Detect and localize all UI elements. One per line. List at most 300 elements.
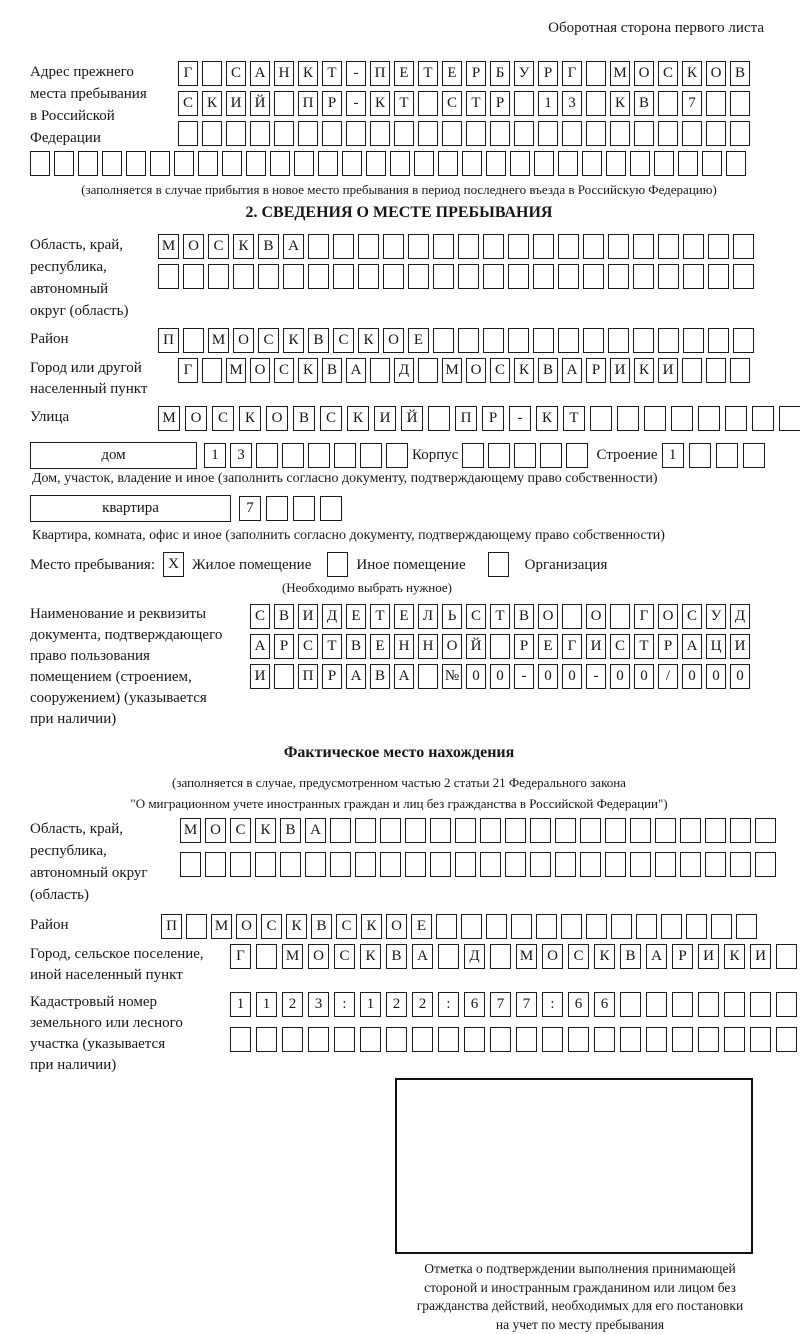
char-cell[interactable]: Р	[672, 944, 693, 969]
char-cell[interactable]: 0	[610, 664, 630, 689]
char-cell[interactable]	[442, 121, 462, 146]
char-cell[interactable]	[438, 151, 458, 176]
char-cell[interactable]	[736, 914, 757, 939]
char-cell[interactable]: И	[730, 634, 750, 659]
char-cell[interactable]: П	[455, 406, 477, 431]
char-cell[interactable]	[202, 358, 222, 383]
char-cell[interactable]	[246, 151, 266, 176]
char-cell[interactable]: 1	[204, 443, 226, 468]
char-cell[interactable]	[682, 121, 702, 146]
char-cell[interactable]	[202, 61, 222, 86]
char-cell[interactable]	[562, 604, 582, 629]
char-cell[interactable]	[702, 151, 722, 176]
char-cell[interactable]	[405, 818, 426, 843]
stay-option-residential-checkbox[interactable]: X	[163, 552, 184, 577]
char-cell[interactable]: -	[586, 664, 606, 689]
char-cell[interactable]: С	[258, 328, 279, 353]
char-cell[interactable]: 0	[730, 664, 750, 689]
char-cell[interactable]	[455, 818, 476, 843]
char-cell[interactable]: О	[466, 358, 486, 383]
char-cell[interactable]: Й	[250, 91, 270, 116]
char-cell[interactable]	[725, 406, 747, 431]
char-cell[interactable]	[318, 151, 338, 176]
char-cell[interactable]: А	[562, 358, 582, 383]
char-cell[interactable]: К	[514, 358, 534, 383]
char-cell[interactable]: К	[360, 944, 381, 969]
char-cell[interactable]	[590, 406, 612, 431]
char-cell[interactable]	[534, 151, 554, 176]
char-cell[interactable]	[308, 1027, 329, 1052]
char-cell[interactable]	[458, 328, 479, 353]
char-cell[interactable]: И	[658, 358, 678, 383]
char-cell[interactable]	[408, 234, 429, 259]
char-cell[interactable]: 1	[662, 443, 684, 468]
char-cell[interactable]	[418, 121, 438, 146]
char-cell[interactable]: К	[724, 944, 745, 969]
char-cell[interactable]	[386, 1027, 407, 1052]
char-cell[interactable]: И	[698, 944, 719, 969]
char-cell[interactable]	[634, 121, 654, 146]
char-cell[interactable]: М	[158, 406, 180, 431]
char-cell[interactable]: О	[266, 406, 288, 431]
char-cell[interactable]: К	[283, 328, 304, 353]
char-cell[interactable]: Е	[408, 328, 429, 353]
char-cell[interactable]	[683, 234, 704, 259]
char-cell[interactable]	[488, 443, 510, 468]
char-cell[interactable]: В	[730, 61, 750, 86]
char-cell[interactable]	[330, 852, 351, 877]
char-cell[interactable]: 7	[516, 992, 537, 1017]
char-cell[interactable]	[658, 328, 679, 353]
char-cell[interactable]: С	[610, 634, 630, 659]
char-cell[interactable]: В	[370, 664, 390, 689]
char-cell[interactable]: И	[298, 604, 318, 629]
char-cell[interactable]	[508, 264, 529, 289]
char-cell[interactable]	[274, 664, 294, 689]
char-cell[interactable]	[586, 914, 607, 939]
char-cell[interactable]	[750, 1027, 771, 1052]
char-cell[interactable]	[370, 121, 390, 146]
char-cell[interactable]	[716, 443, 738, 468]
char-cell[interactable]: Г	[562, 61, 582, 86]
char-cell[interactable]	[705, 818, 726, 843]
char-cell[interactable]	[580, 852, 601, 877]
char-cell[interactable]	[360, 1027, 381, 1052]
char-cell[interactable]	[54, 151, 74, 176]
char-cell[interactable]	[536, 914, 557, 939]
char-cell[interactable]: К	[202, 91, 222, 116]
char-cell[interactable]	[466, 121, 486, 146]
char-cell[interactable]	[486, 151, 506, 176]
char-cell[interactable]: К	[358, 328, 379, 353]
char-cell[interactable]	[433, 264, 454, 289]
char-cell[interactable]: 6	[568, 992, 589, 1017]
char-cell[interactable]	[708, 328, 729, 353]
char-cell[interactable]: Л	[418, 604, 438, 629]
char-cell[interactable]	[776, 944, 797, 969]
char-cell[interactable]: В	[620, 944, 641, 969]
char-cell[interactable]	[698, 406, 720, 431]
char-cell[interactable]: Т	[563, 406, 585, 431]
char-cell[interactable]: О	[538, 604, 558, 629]
char-cell[interactable]	[562, 121, 582, 146]
char-cell[interactable]: Б	[490, 61, 510, 86]
char-cell[interactable]: В	[311, 914, 332, 939]
char-cell[interactable]	[383, 234, 404, 259]
char-cell[interactable]: У	[706, 604, 726, 629]
char-cell[interactable]	[334, 1027, 355, 1052]
char-cell[interactable]: А	[250, 61, 270, 86]
char-cell[interactable]: Т	[322, 61, 342, 86]
char-cell[interactable]	[733, 328, 754, 353]
char-cell[interactable]	[508, 328, 529, 353]
char-cell[interactable]: В	[514, 604, 534, 629]
char-cell[interactable]	[644, 406, 666, 431]
char-cell[interactable]: С	[250, 604, 270, 629]
char-cell[interactable]: М	[516, 944, 537, 969]
char-cell[interactable]: О	[205, 818, 226, 843]
char-cell[interactable]	[430, 818, 451, 843]
char-cell[interactable]	[630, 852, 651, 877]
char-cell[interactable]: С	[230, 818, 251, 843]
char-cell[interactable]: Т	[370, 604, 390, 629]
char-cell[interactable]	[480, 818, 501, 843]
char-cell[interactable]	[606, 151, 626, 176]
char-cell[interactable]: С	[568, 944, 589, 969]
char-cell[interactable]	[346, 121, 366, 146]
char-cell[interactable]	[436, 914, 457, 939]
char-cell[interactable]	[226, 121, 246, 146]
char-cell[interactable]: К	[536, 406, 558, 431]
char-cell[interactable]: 0	[490, 664, 510, 689]
char-cell[interactable]	[594, 1027, 615, 1052]
char-cell[interactable]	[566, 443, 588, 468]
char-cell[interactable]: В	[280, 818, 301, 843]
char-cell[interactable]: И	[226, 91, 246, 116]
char-cell[interactable]: Т	[418, 61, 438, 86]
char-cell[interactable]	[608, 328, 629, 353]
char-cell[interactable]	[483, 234, 504, 259]
char-cell[interactable]	[730, 358, 750, 383]
char-cell[interactable]: Р	[322, 91, 342, 116]
char-cell[interactable]: М	[442, 358, 462, 383]
char-cell[interactable]	[568, 1027, 589, 1052]
char-cell[interactable]: И	[610, 358, 630, 383]
char-cell[interactable]: М	[282, 944, 303, 969]
char-cell[interactable]	[776, 1027, 797, 1052]
char-cell[interactable]	[256, 443, 278, 468]
char-cell[interactable]	[583, 328, 604, 353]
char-cell[interactable]	[620, 1027, 641, 1052]
char-cell[interactable]	[370, 358, 390, 383]
char-cell[interactable]: 1	[360, 992, 381, 1017]
char-cell[interactable]	[414, 151, 434, 176]
char-cell[interactable]	[334, 443, 356, 468]
char-cell[interactable]: П	[161, 914, 182, 939]
char-cell[interactable]	[256, 944, 277, 969]
char-cell[interactable]: Д	[394, 358, 414, 383]
char-cell[interactable]	[582, 151, 602, 176]
char-cell[interactable]: Т	[322, 634, 342, 659]
char-cell[interactable]	[433, 234, 454, 259]
char-cell[interactable]	[480, 852, 501, 877]
char-cell[interactable]	[322, 121, 342, 146]
char-cell[interactable]: М	[180, 818, 201, 843]
char-cell[interactable]: Р	[482, 406, 504, 431]
char-cell[interactable]	[514, 121, 534, 146]
char-cell[interactable]: Е	[370, 634, 390, 659]
char-cell[interactable]	[355, 852, 376, 877]
char-cell[interactable]: Д	[730, 604, 750, 629]
char-cell[interactable]: М	[158, 234, 179, 259]
char-cell[interactable]: О	[183, 234, 204, 259]
char-cell[interactable]: Т	[634, 634, 654, 659]
char-cell[interactable]	[730, 852, 751, 877]
char-cell[interactable]	[561, 914, 582, 939]
char-cell[interactable]	[620, 992, 641, 1017]
char-cell[interactable]	[661, 914, 682, 939]
char-cell[interactable]: А	[305, 818, 326, 843]
char-cell[interactable]: М	[211, 914, 232, 939]
char-cell[interactable]	[358, 264, 379, 289]
char-cell[interactable]: С	[682, 604, 702, 629]
char-cell[interactable]	[538, 121, 558, 146]
char-cell[interactable]	[418, 91, 438, 116]
char-cell[interactable]	[342, 151, 362, 176]
char-cell[interactable]	[486, 914, 507, 939]
char-cell[interactable]	[698, 1027, 719, 1052]
char-cell[interactable]: О	[185, 406, 207, 431]
char-cell[interactable]	[412, 1027, 433, 1052]
char-cell[interactable]	[542, 1027, 563, 1052]
char-cell[interactable]	[617, 406, 639, 431]
char-cell[interactable]	[150, 151, 170, 176]
char-cell[interactable]	[282, 1027, 303, 1052]
char-cell[interactable]	[293, 496, 315, 521]
char-cell[interactable]	[360, 443, 382, 468]
char-cell[interactable]: В	[322, 358, 342, 383]
char-cell[interactable]	[630, 151, 650, 176]
char-cell[interactable]	[418, 664, 438, 689]
char-cell[interactable]: Е	[394, 61, 414, 86]
char-cell[interactable]: И	[374, 406, 396, 431]
char-cell[interactable]	[779, 406, 800, 431]
char-cell[interactable]	[308, 234, 329, 259]
char-cell[interactable]	[683, 264, 704, 289]
char-cell[interactable]: 0	[562, 664, 582, 689]
char-cell[interactable]	[755, 852, 776, 877]
char-cell[interactable]: Р	[514, 634, 534, 659]
char-cell[interactable]	[516, 1027, 537, 1052]
char-cell[interactable]	[680, 818, 701, 843]
char-cell[interactable]	[558, 151, 578, 176]
char-cell[interactable]	[514, 91, 534, 116]
char-cell[interactable]	[605, 852, 626, 877]
char-cell[interactable]: К	[634, 358, 654, 383]
char-cell[interactable]	[462, 151, 482, 176]
char-cell[interactable]: 7	[490, 992, 511, 1017]
char-cell[interactable]: 0	[682, 664, 702, 689]
char-cell[interactable]	[726, 151, 746, 176]
char-cell[interactable]: П	[298, 664, 318, 689]
char-cell[interactable]: Р	[322, 664, 342, 689]
char-cell[interactable]	[558, 264, 579, 289]
char-cell[interactable]: №	[442, 664, 462, 689]
char-cell[interactable]: Е	[442, 61, 462, 86]
char-cell[interactable]: О	[634, 61, 654, 86]
char-cell[interactable]	[283, 264, 304, 289]
char-cell[interactable]	[658, 234, 679, 259]
char-cell[interactable]	[490, 944, 511, 969]
char-cell[interactable]	[294, 151, 314, 176]
char-cell[interactable]	[671, 406, 693, 431]
char-cell[interactable]	[680, 852, 701, 877]
char-cell[interactable]	[706, 121, 726, 146]
char-cell[interactable]: :	[334, 992, 355, 1017]
char-cell[interactable]	[355, 818, 376, 843]
char-cell[interactable]	[30, 151, 50, 176]
char-cell[interactable]: 6	[464, 992, 485, 1017]
char-cell[interactable]: С	[226, 61, 246, 86]
char-cell[interactable]	[380, 852, 401, 877]
char-cell[interactable]	[490, 121, 510, 146]
char-cell[interactable]: 3	[308, 992, 329, 1017]
char-cell[interactable]	[390, 151, 410, 176]
char-cell[interactable]	[611, 914, 632, 939]
char-cell[interactable]: С	[208, 234, 229, 259]
char-cell[interactable]: 3	[230, 443, 252, 468]
char-cell[interactable]	[533, 264, 554, 289]
char-cell[interactable]: С	[658, 61, 678, 86]
char-cell[interactable]	[455, 852, 476, 877]
char-cell[interactable]: 2	[386, 992, 407, 1017]
char-cell[interactable]: А	[346, 358, 366, 383]
char-cell[interactable]: К	[298, 61, 318, 86]
char-cell[interactable]	[383, 264, 404, 289]
char-cell[interactable]	[730, 91, 750, 116]
char-cell[interactable]: 0	[538, 664, 558, 689]
char-cell[interactable]: А	[394, 664, 414, 689]
char-cell[interactable]	[658, 121, 678, 146]
char-cell[interactable]	[755, 818, 776, 843]
char-cell[interactable]: 0	[634, 664, 654, 689]
char-cell[interactable]	[586, 121, 606, 146]
char-cell[interactable]	[689, 443, 711, 468]
char-cell[interactable]	[250, 121, 270, 146]
char-cell[interactable]: С	[466, 604, 486, 629]
char-cell[interactable]	[308, 443, 330, 468]
char-cell[interactable]	[654, 151, 674, 176]
char-cell[interactable]	[462, 443, 484, 468]
char-cell[interactable]	[540, 443, 562, 468]
char-cell[interactable]	[158, 264, 179, 289]
char-cell[interactable]	[530, 818, 551, 843]
char-cell[interactable]	[186, 914, 207, 939]
char-cell[interactable]	[580, 818, 601, 843]
char-cell[interactable]: 3	[562, 91, 582, 116]
char-cell[interactable]: К	[610, 91, 630, 116]
char-cell[interactable]: В	[634, 91, 654, 116]
char-cell[interactable]	[630, 818, 651, 843]
char-cell[interactable]: С	[334, 944, 355, 969]
char-cell[interactable]	[461, 914, 482, 939]
char-cell[interactable]: 7	[682, 91, 702, 116]
char-cell[interactable]	[280, 852, 301, 877]
stay-option-other-checkbox[interactable]	[327, 552, 348, 577]
char-cell[interactable]: В	[308, 328, 329, 353]
char-cell[interactable]: :	[438, 992, 459, 1017]
char-cell[interactable]	[646, 1027, 667, 1052]
char-cell[interactable]: С	[298, 634, 318, 659]
char-cell[interactable]	[508, 234, 529, 259]
char-cell[interactable]	[490, 634, 510, 659]
char-cell[interactable]	[658, 91, 678, 116]
char-cell[interactable]: А	[682, 634, 702, 659]
char-cell[interactable]	[706, 358, 726, 383]
char-cell[interactable]: К	[239, 406, 261, 431]
char-cell[interactable]: В	[538, 358, 558, 383]
char-cell[interactable]: М	[208, 328, 229, 353]
char-cell[interactable]	[655, 852, 676, 877]
char-cell[interactable]: Н	[394, 634, 414, 659]
char-cell[interactable]: -	[509, 406, 531, 431]
char-cell[interactable]	[583, 234, 604, 259]
char-cell[interactable]: 7	[239, 496, 261, 521]
char-cell[interactable]	[222, 151, 242, 176]
char-cell[interactable]: И	[750, 944, 771, 969]
char-cell[interactable]	[308, 264, 329, 289]
char-cell[interactable]	[178, 121, 198, 146]
char-cell[interactable]: В	[258, 234, 279, 259]
char-cell[interactable]: Д	[322, 604, 342, 629]
char-cell[interactable]: К	[682, 61, 702, 86]
char-cell[interactable]: А	[250, 634, 270, 659]
char-cell[interactable]: И	[586, 634, 606, 659]
char-cell[interactable]	[483, 328, 504, 353]
char-cell[interactable]	[608, 264, 629, 289]
char-cell[interactable]	[533, 328, 554, 353]
char-cell[interactable]	[558, 234, 579, 259]
char-cell[interactable]	[608, 234, 629, 259]
char-cell[interactable]	[386, 443, 408, 468]
char-cell[interactable]	[274, 91, 294, 116]
char-cell[interactable]	[708, 234, 729, 259]
char-cell[interactable]: К	[347, 406, 369, 431]
char-cell[interactable]: Т	[490, 604, 510, 629]
char-cell[interactable]	[505, 818, 526, 843]
char-cell[interactable]	[258, 264, 279, 289]
char-cell[interactable]	[458, 264, 479, 289]
char-cell[interactable]	[198, 151, 218, 176]
char-cell[interactable]: 1	[538, 91, 558, 116]
char-cell[interactable]: С	[261, 914, 282, 939]
char-cell[interactable]: Д	[464, 944, 485, 969]
char-cell[interactable]	[256, 1027, 277, 1052]
char-cell[interactable]	[633, 328, 654, 353]
char-cell[interactable]	[208, 264, 229, 289]
char-cell[interactable]: С	[178, 91, 198, 116]
char-cell[interactable]	[752, 406, 774, 431]
char-cell[interactable]: О	[236, 914, 257, 939]
char-cell[interactable]	[682, 358, 702, 383]
char-cell[interactable]	[705, 852, 726, 877]
char-cell[interactable]	[586, 61, 606, 86]
char-cell[interactable]: 0	[466, 664, 486, 689]
char-cell[interactable]	[102, 151, 122, 176]
char-cell[interactable]: Г	[562, 634, 582, 659]
char-cell[interactable]: О	[383, 328, 404, 353]
char-cell[interactable]: К	[370, 91, 390, 116]
